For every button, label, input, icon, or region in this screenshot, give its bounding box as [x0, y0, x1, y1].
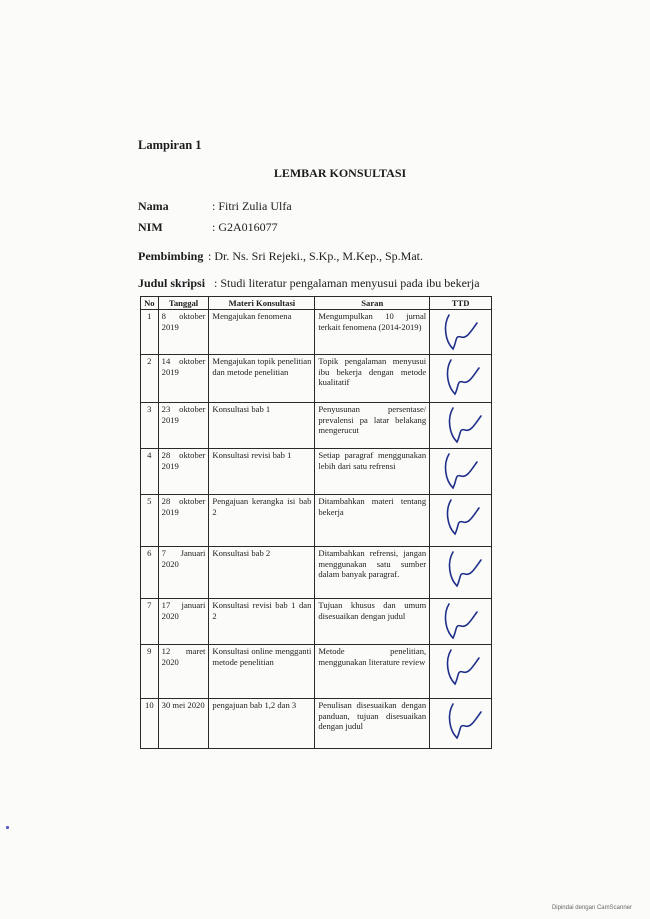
cell-materi: Konsultasi bab 1 — [209, 403, 315, 449]
pembimbing-label: Pembimbing — [138, 249, 204, 263]
consultation-table — [140, 296, 492, 749]
cell-materi: Mengajukan topik penelitian dan metode penelitian — [209, 355, 315, 403]
nim-label: NIM — [138, 220, 163, 234]
table-row — [141, 310, 492, 355]
cell-no: 7 — [141, 599, 159, 645]
cell-tanggal: 7 Januari 2020 — [158, 547, 209, 599]
cell-tanggal: 12 maret 2020 — [158, 645, 209, 699]
cell-no: 1 — [141, 310, 159, 355]
judul-value: : Studi literatur pengalaman menyusui pada ibu bekerja — [214, 276, 480, 290]
cell-materi: Konsultasi bab 2 — [209, 547, 315, 599]
cell-materi: Konsultasi revisi bab 1 dan 2 — [209, 599, 315, 645]
signature-mark — [433, 700, 489, 742]
signature-mark — [433, 548, 489, 590]
header-ttd: TTD — [430, 297, 492, 310]
cell-materi: pengajuan bab 1,2 dan 3 — [209, 699, 315, 749]
cell-no: 5 — [141, 495, 159, 547]
cell-no: 10 — [141, 699, 159, 749]
cell-ttd — [430, 599, 492, 645]
cell-ttd — [430, 449, 492, 495]
cell-materi: Pengajuan kerangka isi bab 2 — [209, 495, 315, 547]
cell-saran: Metode penelitian, menggunakan literature review — [315, 645, 430, 699]
signature-mark — [433, 404, 489, 446]
signature-mark — [433, 646, 489, 688]
cell-no: 6 — [141, 547, 159, 599]
cell-saran: Tujuan khusus dan umum disesuaikan dengan judul — [315, 599, 430, 645]
cell-tanggal: 28 oktober 2019 — [158, 449, 209, 495]
nim-value: : G2A016077 — [212, 220, 278, 234]
cell-materi: Mengajukan fenomena — [209, 310, 315, 355]
cell-materi: Konsultasi online mengganti metode penelitian — [209, 645, 315, 699]
cell-saran: Topik pengalaman menyusui ibu bekerja dengan metode kualitatif — [315, 355, 430, 403]
cell-ttd — [430, 403, 492, 449]
cell-ttd — [430, 310, 492, 355]
scan-speck — [6, 826, 9, 829]
cell-tanggal: 23 oktober 2019 — [158, 403, 209, 449]
cell-ttd — [430, 645, 492, 699]
signature-mark — [433, 311, 489, 353]
cell-tanggal: 14 oktober 2019 — [158, 355, 209, 403]
pembimbing-value: : Dr. Ns. Sri Rejeki., S.Kp., M.Kep., Sp.Mat. — [208, 249, 424, 263]
cell-tanggal: 28 oktober 2019 — [158, 495, 209, 547]
cell-ttd — [430, 355, 492, 403]
cell-no: 2 — [141, 355, 159, 403]
cell-no: 4 — [141, 449, 159, 495]
cell-tanggal: 8 oktober 2019 — [158, 310, 209, 355]
table-row — [141, 699, 492, 749]
cell-saran: Setiap paragraf menggunakan lebih dari satu refrensi — [315, 449, 430, 495]
header-saran: Saran — [315, 297, 430, 310]
header-no: No — [141, 297, 159, 310]
table-row — [141, 599, 492, 645]
cell-tanggal: 17 januari 2020 — [158, 599, 209, 645]
table-row — [141, 449, 492, 495]
nama-label: Nama — [138, 199, 169, 213]
nim-field — [138, 220, 278, 235]
signature-mark — [433, 600, 489, 642]
cell-ttd — [430, 547, 492, 599]
cell-saran: Ditambahkan refrensi, jangan menggunakan satu sumber dalam banyak paragraf. — [315, 547, 430, 599]
table-row — [141, 495, 492, 547]
table-row — [141, 403, 492, 449]
table-row — [141, 547, 492, 599]
cell-saran: Penyusunan persentase/ prevalensi pa latar belakang mengerucut — [315, 403, 430, 449]
lampiran-label: Lampiran 1 — [138, 138, 202, 152]
cell-tanggal: 30 mei 2020 — [158, 699, 209, 749]
cell-ttd — [430, 495, 492, 547]
document-title: LEMBAR KONSULTASI — [273, 166, 407, 180]
cell-saran: Penulisan disesuaikan dengan panduan, tujuan disesuaikan dengan judul — [315, 699, 430, 749]
cell-saran: Mengumpulkan 10 jurnal terkait fenomena (2014-2019) — [315, 310, 430, 355]
cell-saran: Ditambahkan materi tentang bekerja — [315, 495, 430, 547]
header-tanggal: Tanggal — [158, 297, 209, 310]
cell-ttd — [430, 699, 492, 749]
signature-mark — [433, 496, 489, 538]
table-header-row — [141, 297, 492, 310]
header-materi: Materi Konsultasi — [209, 297, 315, 310]
nama-field — [138, 199, 292, 214]
cell-no: 9 — [141, 645, 159, 699]
scanner-watermark: Dipindai dengan CamScanner — [551, 905, 632, 911]
signature-mark — [433, 356, 489, 398]
signature-mark — [433, 450, 489, 492]
table-row — [141, 645, 492, 699]
pembimbing-field — [138, 249, 424, 264]
nama-value: : Fitri Zulia Ulfa — [212, 199, 292, 213]
judul-label: Judul skripsi — [138, 276, 206, 290]
cell-no: 3 — [141, 403, 159, 449]
table-row — [141, 355, 492, 403]
cell-materi: Konsultasi revisi bab 1 — [209, 449, 315, 495]
judul-field — [138, 276, 480, 291]
